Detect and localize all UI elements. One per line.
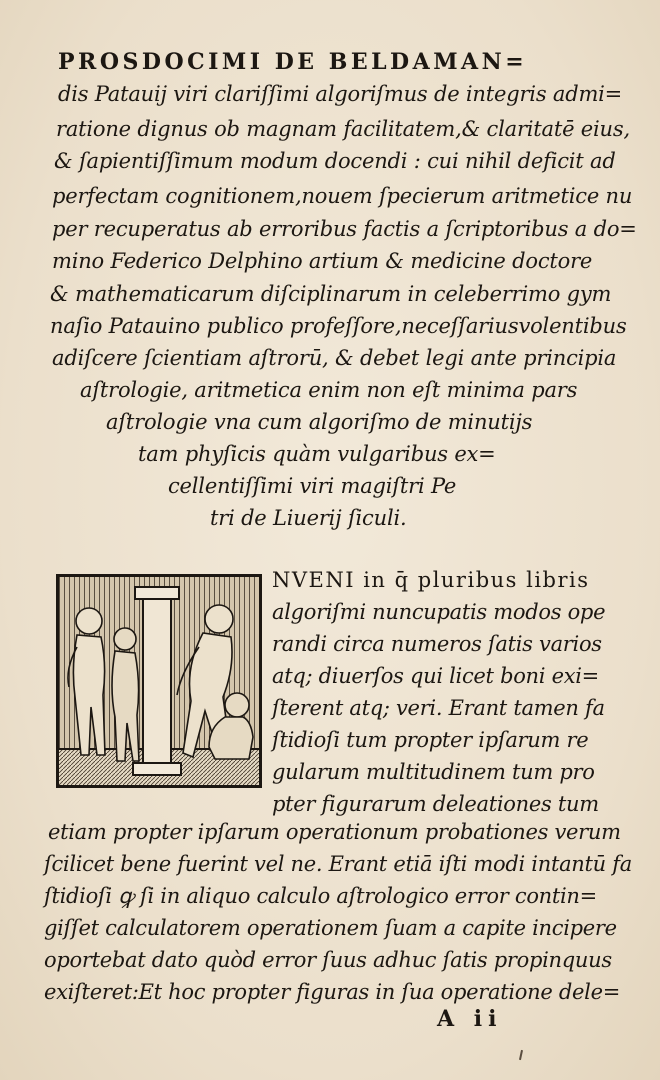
body-line: etiam propter ipſarum operationum probationes verum — [48, 820, 621, 844]
title-line: & ſapientiſſimum modum docendi : cui nihil deficit ad — [54, 149, 616, 173]
body-line: exiſteret:Et hoc propter figuras in ſua operatione dele= — [44, 980, 620, 1004]
body-line: ſtidioſi ꝙ ſi in aliquo calculo aſtrologico error contin= — [44, 884, 597, 908]
title-line: tam phyſicis quàm vulgaribus ex= — [138, 442, 496, 466]
title-line: cellentiſſimi viri magiſtri Pe — [168, 474, 457, 498]
body-line: oportebat dato quòd error ſuus adhuc ſatis propinquus — [44, 948, 612, 972]
title-line: PROSDOCIMI DE BELDAMAN= — [58, 49, 528, 75]
title-line: ratione dignus ob magnam facilitatem,& claritatē eius, — [56, 117, 630, 141]
ink-mark — [519, 1050, 523, 1060]
title-line: adiſcere ſcientiam aſtrorū, & debet legi ante principia — [52, 346, 617, 370]
body-line: ſtidioſi tum propter ipſarum re — [272, 728, 589, 752]
body-line: gularum multitudinem tum pro — [272, 760, 595, 784]
title-line: mino Federico Delphino artium & medicine doctore — [52, 249, 593, 273]
title-line: tri de Liuerij ſiculi. — [210, 506, 407, 530]
body-line: algoriſmi nuncupatis modos ope — [272, 600, 606, 624]
title-line: perfectam cognitionem,nouem ſpecierum aritmetice nu — [52, 184, 633, 208]
body-line: atq; diuerſos qui licet boni exi= — [272, 664, 599, 688]
signature-mark: A ii — [437, 1006, 503, 1032]
body-line: randi circa numeros ſatis varios — [272, 632, 602, 656]
title-line: per recuperatus ab erroribus factis a ſcriptoribus a do= — [52, 217, 637, 241]
body-line: NVENI in q̄ pluribus libris — [272, 568, 590, 592]
woodcut-initial-icon — [56, 574, 262, 788]
title-line: aſtrologie vna cum algoriſmo de minutijs — [106, 410, 533, 434]
body-line: pter figurarum deleationes tum — [272, 792, 599, 816]
woodcut-illustration — [59, 577, 259, 785]
title-line: dis Patauij viri clariſſimi algoriſmus de integris admi= — [58, 82, 623, 106]
title-line: naſio Patauino publico profeſſore,neceſſariusvolentibus — [50, 314, 627, 338]
body-line: ſcilicet bene fuerint vel ne. Erant etiā iſti modi intantū fa — [44, 852, 632, 876]
title-line: aſtrologie, aritmetica enim non eſt minima pars — [80, 378, 578, 402]
body-line: ſterent atq; veri. Erant tamen fa — [272, 696, 605, 720]
title-line: & mathematicarum diſciplinarum in celeberrimo gym — [50, 282, 612, 306]
body-line: giſſet calculatorem operationem ſuam a capite incipere — [44, 916, 617, 940]
